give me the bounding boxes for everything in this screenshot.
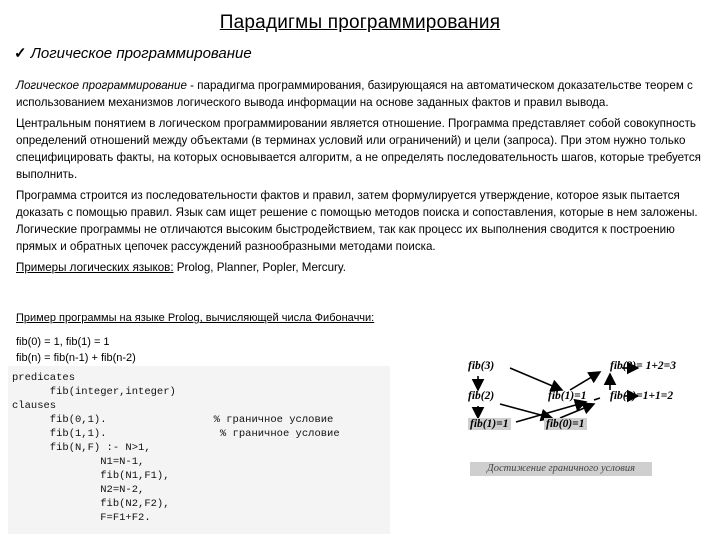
languages-list: Prolog, Planner, Popler, Mercury. (173, 261, 347, 274)
section-heading-text: Логическое программирование (30, 44, 252, 62)
definition-text: - парадигма программирования, базирующаяся на автоматическом доказательстве теорем с использованием механизмов логического вывода информации на основе заданных фактов и правил вывода. (16, 79, 693, 109)
checkmark-icon: ✓ (14, 45, 27, 62)
paragraph-program-structure: Программа строится из последовательности фактов и правил, затем формулируется утверждение, которое язык пытается доказать с помощью правил. Язык сам ищет решение с помощью методов поиска и сопоставления, которые в нем заложены. Логические программы не отличаются высоким быстродействием, так как процесс их выполнения сводится к построению прямых и обратных цепочек рассуждений разнообразными методами поиска. (16, 189, 698, 253)
body-text (16, 77, 706, 280)
node-fib3-left: fib(3) (468, 360, 495, 372)
definition-term: Логическое программирование (16, 79, 187, 92)
languages-label: Примеры логических языков: (16, 261, 174, 274)
page-title: Парадигмы программирования (219, 12, 501, 33)
code-line: clauses (12, 400, 57, 412)
arrow-fib0-base-up (560, 404, 594, 418)
node-fib0-base: fib(0)=1 (546, 418, 585, 430)
node-fib2-left: fib(2) (468, 390, 495, 402)
diagram-caption: Достижение граничного условия (470, 462, 652, 476)
code-line: predicates (12, 372, 76, 384)
code-line: fib(0,1). % граничное условие (12, 414, 334, 426)
code-line: N2=N-2, (12, 484, 145, 496)
paragraph-languages (16, 259, 706, 276)
arrow-fib1-up (570, 372, 600, 390)
arrow-fib3-to-fib1 (510, 368, 562, 390)
node-fib2-right: fib(2)=1+1=2 (610, 390, 674, 402)
prolog-code-block (8, 366, 390, 534)
code-line: fib(1,1). % граничное условие (12, 428, 340, 440)
example-title: Пример программы на языке Prolog, вычисляющей числа Фибоначчи: (16, 312, 375, 324)
code-line: fib(N,F) :- N>1, (12, 442, 151, 454)
diagram-arrows (460, 350, 716, 460)
code-line: F=F1+F2. (12, 512, 151, 524)
code-line: fib(integer,integer) (12, 386, 176, 398)
arrow-fib2-to-fib0-base (500, 404, 552, 418)
node-fib1-mid: fib(1)=1 (548, 390, 587, 402)
section-heading (14, 44, 252, 62)
fibonacci-recursion-diagram (460, 350, 716, 480)
code-line: N1=N-1, (12, 456, 145, 468)
fib-def-line: fib(n) = fib(n-1) + fib(n-2) (16, 352, 136, 364)
node-fib1-base: fib(1)=1 (470, 418, 509, 430)
code-line: fib(N1,F1), (12, 470, 170, 482)
paragraph-definition (16, 77, 706, 111)
node-fib3-right: fib(3)= 1+2=3 (610, 360, 676, 372)
code-line: fib(N2,F2), (12, 498, 170, 510)
fib-def-line: fib(0) = 1, fib(1) = 1 (16, 336, 110, 348)
fibonacci-definition (16, 334, 136, 366)
paragraph-relations: Центральным понятием в логическом программировании является отношение. Программа представляет собой совокупность определений отношений между объектами (в терминах условий или ограничений) и цели (запроса). При этом нужно только специфицировать факты, на которых основывается алгоритм, а не определять последовательность шагов, которые требуется выполнить. (16, 117, 701, 181)
arrow-stub (594, 398, 600, 400)
